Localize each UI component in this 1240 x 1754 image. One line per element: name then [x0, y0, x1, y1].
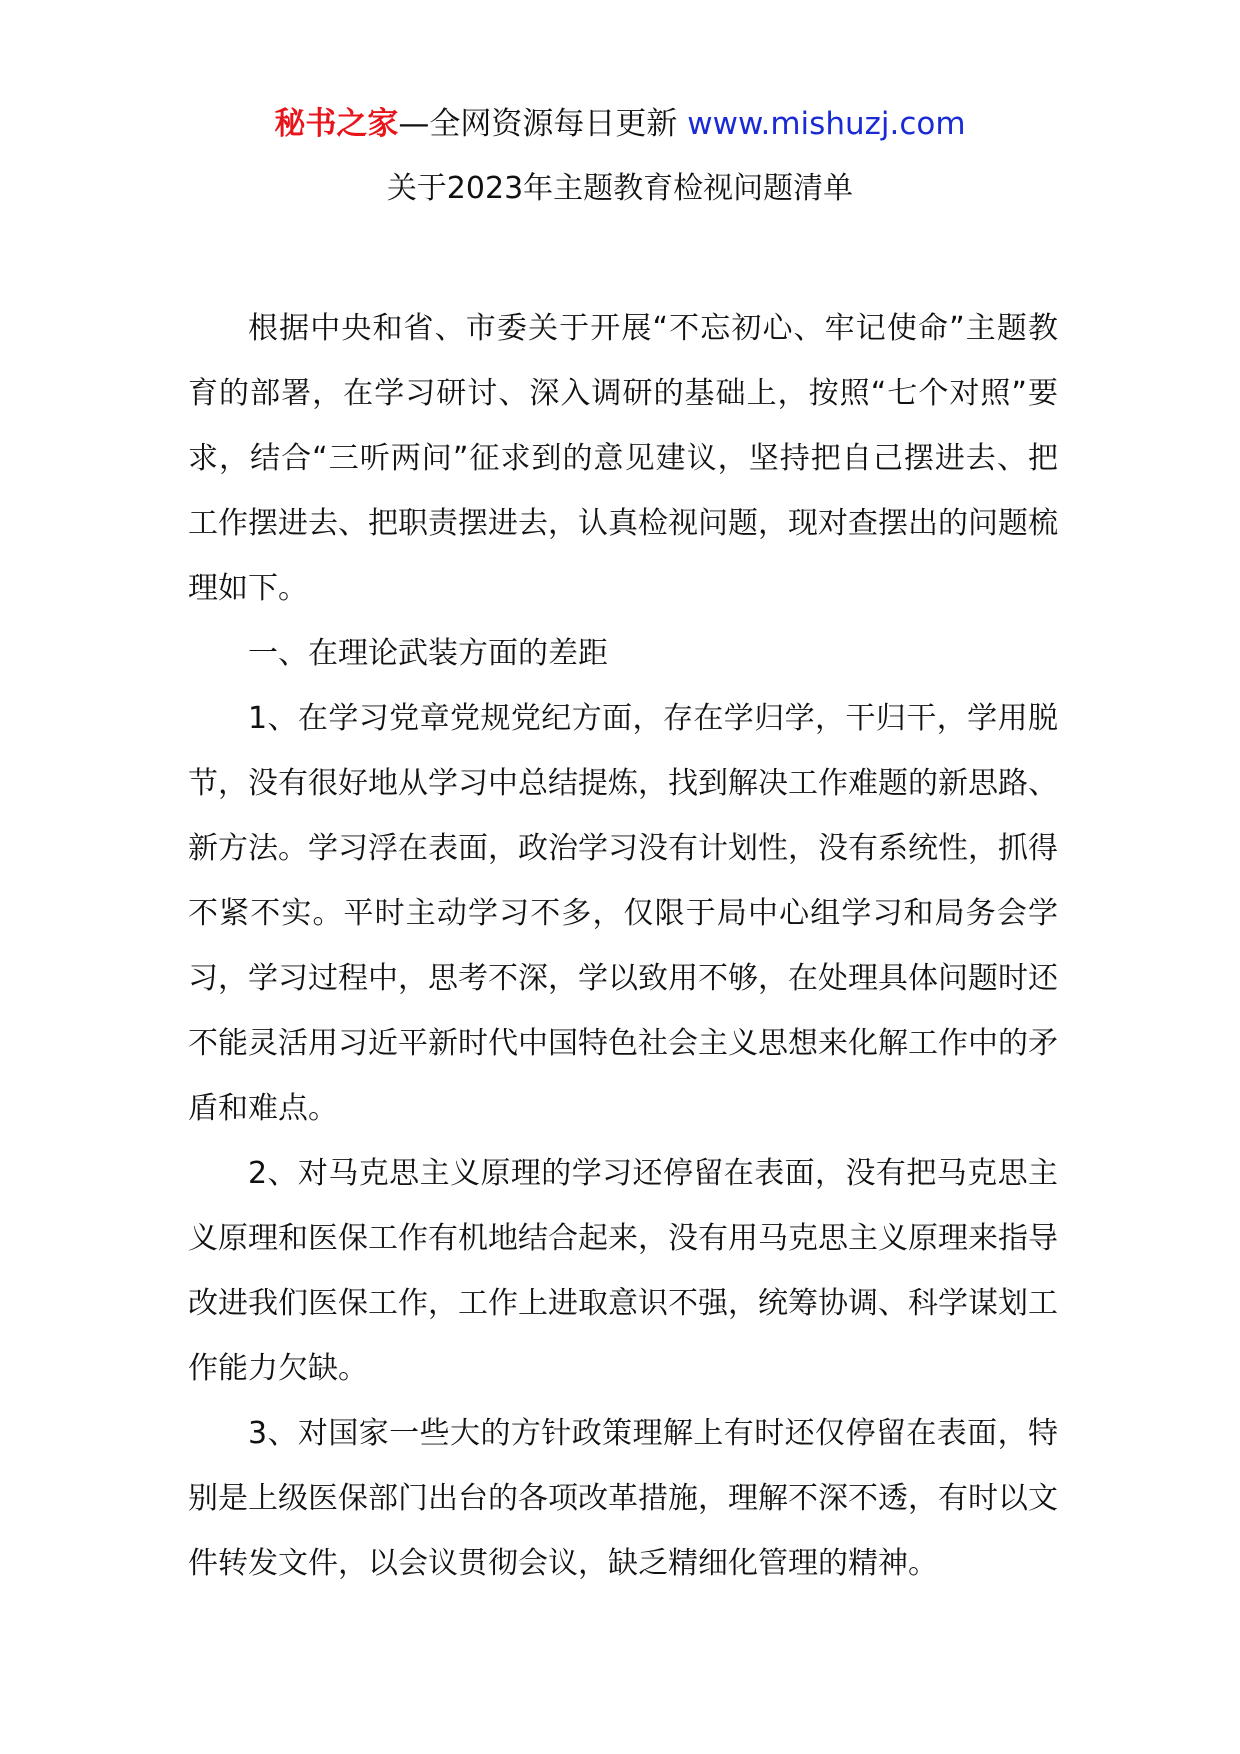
document-title: 关于2023年主题教育检视问题清单 — [386, 171, 854, 206]
paragraph-intro: 根据中央和省、市委关于开展“不忘初心、牢记使命”主题教育的部署，在学习研讨、深入调研的基础上，按照“七个对照”要求，结合“三听两问”征求到的意见建议，坚持把自己摆进去、把工作摆进去、把职责摆进去，认真检视问题，现对查摆出的问题梳理如下。 — [188, 311, 1058, 606]
paragraph-item-1: 1、在学习党章党规党纪方面，存在学归学，干归干，学用脱节，没有很好地从学习中总结提炼，找到解决工作难题的新思路、新方法。学习浮在表面，政治学习没有计划性，没有系统性，抓得不紧不实。平时主动学习不多，仅限于局中心组学习和局务会学习，学习过程中，思考不深，学以致用不够，在处理具体问题时还不能灵活用习近平新时代中国特色社会主义思想来化解工作中的矛盾和难点。 — [188, 701, 1058, 1126]
section-heading-1: 一、在理论武装方面的差距 — [248, 636, 608, 671]
paragraph-item-2: 2、对马克思主义原理的学习还停留在表面，没有把马克思主义原理和医保工作有机地结合起来，没有用马克思主义原理来指导改进我们医保工作，工作上进取意识不强，统筹协调、科学谋划工作能力欠缺。 — [188, 1156, 1058, 1386]
header-tagline: —全网资源每日更新 — [398, 106, 678, 142]
document-body — [188, 296, 1058, 1596]
site-header — [0, 100, 1240, 148]
brand-name: 秘书之家 — [274, 106, 399, 142]
site-url-link[interactable]: www.mishuzj.com — [687, 106, 966, 142]
paragraph-item-3: 3、对国家一些大的方针政策理解上有时还仅停留在表面，特别是上级医保部门出台的各项改革措施，理解不深不透，有时以文件转发文件，以会议贯彻会议，缺乏精细化管理的精神。 — [188, 1416, 1058, 1581]
